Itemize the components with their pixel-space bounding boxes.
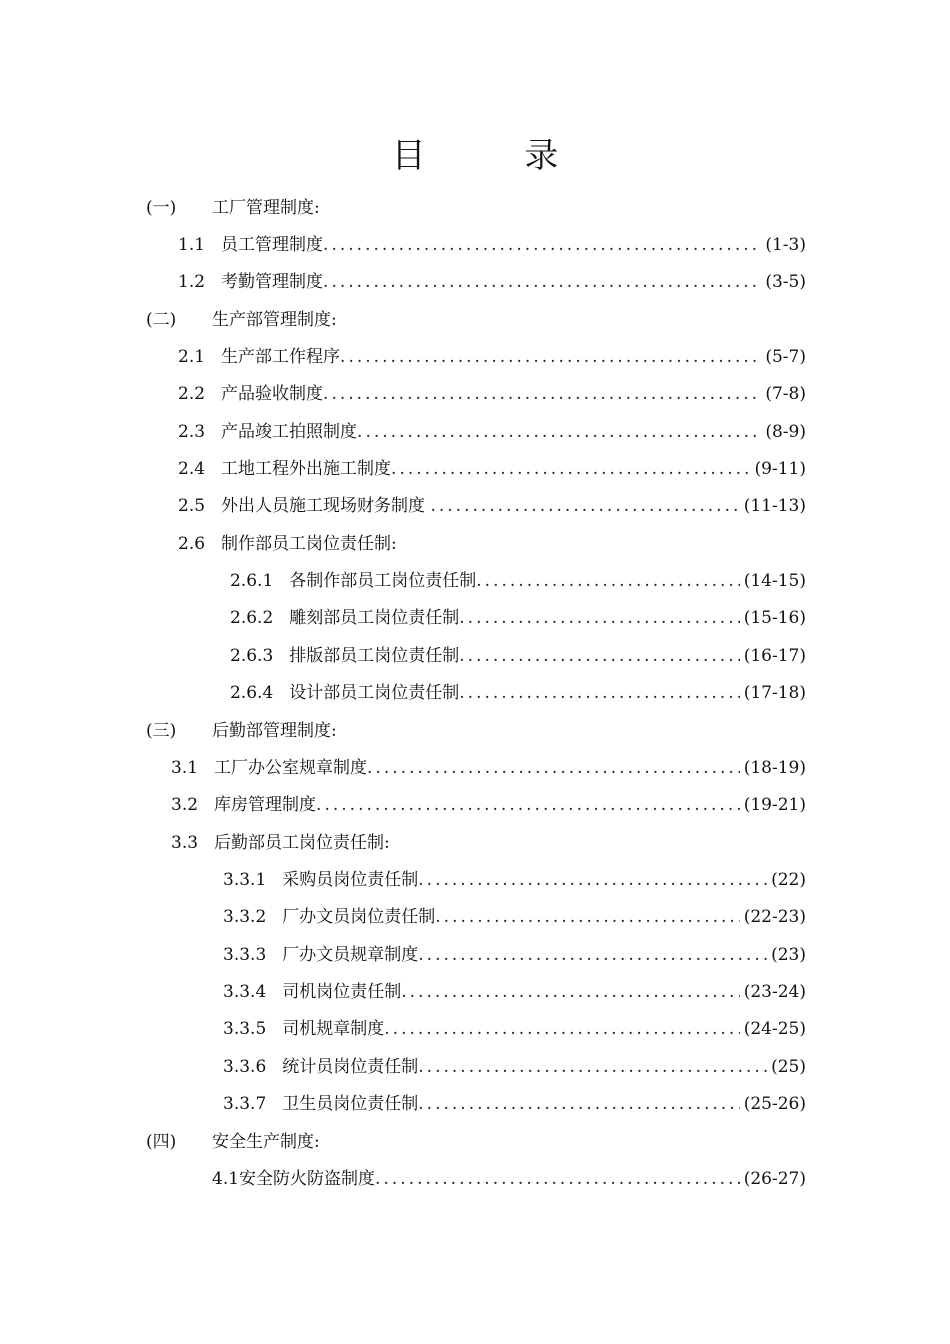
entry-title: 各制作部员工岗位责任制	[289, 571, 477, 591]
toc-entry-4-1[interactable]	[212, 1167, 806, 1191]
leader-dots	[357, 420, 761, 444]
page-range: (22)	[771, 870, 806, 890]
page-range: (5-7)	[765, 347, 806, 367]
entry-title: 生产部工作程序	[221, 347, 341, 367]
leader-dots	[323, 270, 761, 294]
section-title: 安全生产制度:	[212, 1132, 320, 1152]
leader-dots	[459, 606, 739, 630]
toc-section-4	[146, 1130, 320, 1154]
toc-subheading-2-6	[178, 532, 397, 556]
entry-title: 司机岗位责任制	[282, 982, 402, 1002]
entry-number: 3.3	[171, 833, 199, 853]
section-number: (三)	[146, 721, 177, 741]
toc-entry-2-6-3[interactable]	[230, 644, 806, 668]
entry-title: 采购员岗位责任制	[282, 870, 419, 890]
leader-dots	[340, 345, 761, 369]
entry-number: 1.1	[178, 235, 206, 255]
toc-entry-2-6-2[interactable]	[230, 606, 806, 630]
entry-number: 2.5	[178, 496, 206, 516]
entry-title: 排版部员工岗位责任制	[289, 646, 460, 666]
entry-title: 考勤管理制度	[221, 272, 324, 292]
entry-number: 2.6.4	[230, 683, 274, 703]
entry-number: 3.3.1	[223, 870, 267, 890]
toc-entry-3-1[interactable]	[171, 756, 806, 780]
entry-number: 3.1	[171, 758, 199, 778]
page-range: (25-26)	[743, 1094, 806, 1114]
page-range: (3-5)	[765, 272, 806, 292]
leader-dots	[418, 868, 767, 892]
toc-entry-3-3-2[interactable]	[223, 905, 806, 929]
leader-dots	[435, 905, 739, 929]
page-range: (22-23)	[743, 907, 806, 927]
leader-dots	[316, 793, 740, 817]
entry-title: 工地工程外出施工制度	[221, 459, 392, 479]
page-range: (23)	[771, 945, 806, 965]
section-title: 后勤部管理制度:	[212, 721, 337, 741]
page-range: (16-17)	[743, 646, 806, 666]
entry-title: 外出人员施工现场财务制度	[221, 496, 431, 516]
toc-entry-1-2[interactable]	[178, 270, 806, 294]
section-number: (二)	[146, 310, 177, 330]
entry-number: 2.6.2	[230, 608, 274, 628]
leader-dots	[459, 681, 739, 705]
page-range: (14-15)	[743, 571, 806, 591]
toc-entry-3-3-3[interactable]	[223, 943, 806, 967]
page-range: (9-11)	[754, 459, 806, 479]
toc-entry-2-1[interactable]	[178, 345, 806, 369]
toc-entry-2-3[interactable]	[178, 420, 806, 444]
entry-number: 3.3.5	[223, 1019, 267, 1039]
leader-dots	[401, 980, 739, 1004]
toc-entry-1-1[interactable]	[178, 233, 806, 257]
toc-entry-2-5[interactable]	[178, 494, 806, 518]
entry-number: 3.3.2	[223, 907, 267, 927]
entry-number: 3.3.3	[223, 945, 267, 965]
leader-dots	[418, 943, 767, 967]
entry-number: 1.2	[178, 272, 206, 292]
page-range: (19-21)	[743, 795, 806, 815]
leader-dots	[384, 1017, 739, 1041]
toc-entry-2-4[interactable]	[178, 457, 806, 481]
leader-dots	[391, 457, 750, 481]
entry-number: 2.3	[178, 422, 206, 442]
entry-title: 雕刻部员工岗位责任制	[289, 608, 460, 628]
leader-dots	[375, 1167, 740, 1191]
toc-section-2	[146, 308, 337, 332]
entry-number: 3.2	[171, 795, 199, 815]
leader-dots	[476, 569, 739, 593]
entry-title: 统计员岗位责任制	[282, 1057, 419, 1077]
leader-dots	[430, 494, 739, 518]
page-title: 目 录	[391, 136, 603, 176]
page-range: (11-13)	[743, 496, 806, 516]
toc-entry-2-6-1[interactable]	[230, 569, 806, 593]
toc-entry-3-3-6[interactable]	[223, 1055, 806, 1079]
toc-entry-3-3-5[interactable]	[223, 1017, 806, 1041]
entry-title: 司机规章制度	[282, 1019, 385, 1039]
entry-number: 3.3.6	[223, 1057, 267, 1077]
leader-dots	[459, 644, 739, 668]
entry-number: 3.3.4	[223, 982, 267, 1002]
page-range: (18-19)	[743, 758, 806, 778]
entry-number: 2.6.3	[230, 646, 274, 666]
page-range: (23-24)	[743, 982, 806, 1002]
toc-entry-3-3-7[interactable]	[223, 1092, 806, 1116]
entry-title: 制作部员工岗位责任制:	[221, 534, 397, 554]
toc-entry-3-3-1[interactable]	[223, 868, 806, 892]
toc-entry-2-2[interactable]	[178, 382, 806, 406]
entry-number: 2.1	[178, 347, 206, 367]
entry-number: 2.2	[178, 384, 206, 404]
entry-title: 员工管理制度	[221, 235, 324, 255]
leader-dots	[367, 756, 740, 780]
page-range: (17-18)	[743, 683, 806, 703]
section-title: 工厂管理制度:	[212, 198, 320, 218]
entry-title: 产品竣工拍照制度	[221, 422, 358, 442]
section-title: 生产部管理制度:	[212, 310, 337, 330]
section-number: (四)	[146, 1132, 177, 1152]
page-range: (25)	[771, 1057, 806, 1077]
entry-number: 2.4	[178, 459, 206, 479]
section-number: (一)	[146, 198, 177, 218]
toc-section-3	[146, 719, 337, 743]
entry-number: 2.6	[178, 534, 206, 554]
entry-number: 4.1	[212, 1169, 240, 1189]
page-range: (8-9)	[765, 422, 806, 442]
entry-number: 3.3.7	[223, 1094, 267, 1114]
entry-title: 厂办文员岗位责任制	[282, 907, 436, 927]
leader-dots	[323, 382, 761, 406]
toc-entry-2-6-4[interactable]	[230, 681, 806, 705]
page-range: (24-25)	[743, 1019, 806, 1039]
page-range: (15-16)	[743, 608, 806, 628]
entry-title: 产品验收制度	[221, 384, 324, 404]
page-range: (26-27)	[743, 1169, 806, 1189]
leader-dots	[418, 1092, 739, 1116]
entry-number: 2.6.1	[230, 571, 274, 591]
entry-title: 设计部员工岗位责任制	[289, 683, 460, 703]
entry-title: 卫生员岗位责任制	[282, 1094, 419, 1114]
entry-title: 安全防火防盗制度	[239, 1169, 376, 1189]
page-range: (1-3)	[765, 235, 806, 255]
entry-title: 后勤部员工岗位责任制:	[214, 833, 390, 853]
leader-dots	[323, 233, 761, 257]
entry-title: 厂办文员规章制度	[282, 945, 419, 965]
toc-entry-3-3-4[interactable]	[223, 980, 806, 1004]
leader-dots	[418, 1055, 767, 1079]
page-range: (7-8)	[765, 384, 806, 404]
toc-subheading-3-3	[171, 831, 390, 855]
toc-entry-3-2[interactable]	[171, 793, 806, 817]
entry-title: 工厂办公室规章制度	[214, 758, 368, 778]
toc-section-1	[146, 196, 320, 220]
entry-title: 库房管理制度	[214, 795, 317, 815]
